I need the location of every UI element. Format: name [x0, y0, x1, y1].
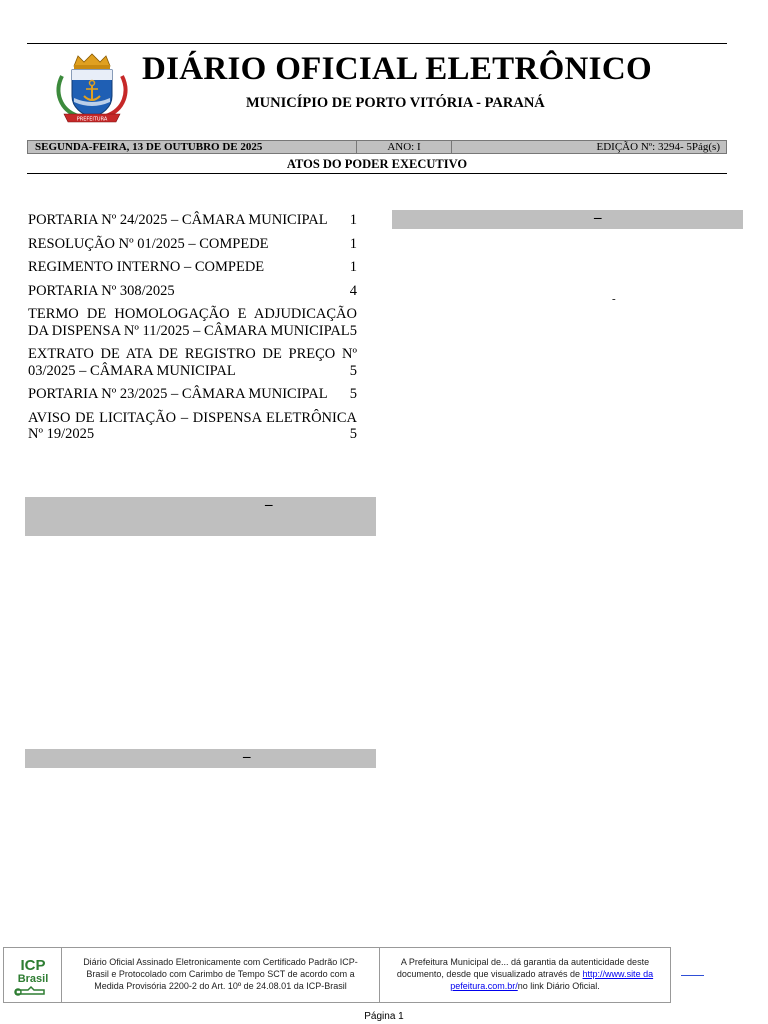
toc-item-title: PORTARIA Nº 23/2025 – CÂMARA MUNICIPAL — [28, 386, 328, 402]
heading-dash: – — [243, 749, 251, 765]
authenticity-text — [380, 948, 670, 1002]
page-title: DIÁRIO OFICIAL ELETRÔNICO — [142, 51, 652, 87]
certification-text: Diário Oficial Assinado Eletronicamente com Certificado Padrão ICP-Brasil e Protocolado com Carimbo de Tempo SCT de acordo com a Medida Provisória 2200-2 do Art. 10º de 24.08.01 da ICP-Brasil — [62, 948, 380, 1002]
toc-item-page: 1 — [349, 259, 357, 275]
toc-item[interactable] — [28, 259, 357, 276]
footer-link-underline[interactable] — [681, 967, 704, 976]
heading-dash: – — [265, 497, 273, 513]
toc-item[interactable] — [28, 346, 357, 379]
edition-info-bar — [27, 140, 727, 154]
toc-item-page: 5 — [349, 362, 357, 379]
prefeitura-site-link[interactable]: http://www.site da pefeitura.com.br/ — [450, 969, 654, 991]
edition-year: ANO: I — [356, 141, 452, 153]
toc-item-page: 4 — [349, 282, 357, 299]
toc-item-title: PORTARIA Nº 308/2025 — [28, 282, 175, 299]
toc-item-title: RESOLUÇÃO Nº 01/2025 – COMPEDE — [28, 235, 269, 252]
toc-item-title: PORTARIA Nº 24/2025 – CÂMARA MUNICIPAL — [28, 212, 328, 228]
heading-dash: – — [594, 210, 602, 226]
toc-item-page: 5 — [349, 322, 357, 339]
table-of-contents — [28, 212, 357, 450]
toc-item-title: TERMO DE HOMOLOGAÇÃO E ADJUDICAÇÃO DA DISPENSA Nº 11/2025 – CÂMARA MUNICIPAL — [28, 306, 357, 339]
toc-item-title: EXTRATO DE ATA DE REGISTRO DE PREÇO Nº 03/2025 – CÂMARA MUNICIPAL — [28, 346, 357, 379]
icp-brasil-logo-icon — [4, 948, 62, 1002]
toc-item-page: 1 — [349, 235, 357, 252]
toc-item[interactable] — [28, 212, 357, 229]
left-column-heading-bar-2 — [25, 749, 376, 768]
right-column-heading-bar — [392, 210, 743, 229]
toc-item[interactable] — [28, 283, 357, 300]
section-rule — [27, 173, 727, 174]
section-title: ATOS DO PODER EXECUTIVO — [286, 157, 468, 171]
icp-brasil-logo — [4, 948, 62, 1002]
left-column-heading-bar-1 — [25, 497, 376, 536]
municipal-crest-icon — [52, 52, 132, 124]
footer-certification-box — [3, 947, 671, 1003]
toc-item[interactable] — [28, 236, 357, 253]
authenticity-statement: A Prefeitura Municipal de... dá garantia da autenticidade deste documento, desde que visualizado através de — [396, 957, 650, 979]
toc-item[interactable] — [28, 306, 357, 339]
right-column-dash: - — [612, 293, 616, 305]
authenticity-suffix: no link Diário Oficial. — [517, 981, 600, 991]
toc-item[interactable] — [28, 410, 357, 443]
toc-item[interactable] — [28, 386, 357, 403]
icp-logo-top: ICP — [20, 957, 46, 974]
top-rule — [27, 43, 727, 44]
toc-item-page: 1 — [349, 212, 357, 228]
edition-number: EDIÇÃO Nº: 3294- 5Pág(s) — [596, 141, 720, 153]
page-number: Página 1 — [364, 1011, 404, 1022]
toc-item-page: 5 — [349, 426, 357, 442]
toc-item-title: AVISO DE LICITAÇÃO – DISPENSA ELETRÔNICA Nº 19/2025 — [28, 409, 357, 442]
toc-item-page: 5 — [349, 386, 357, 402]
crest-banner-text: PREFEITURA — [76, 116, 108, 123]
edition-date: SEGUNDA-FEIRA, 13 DE OUTUBRO DE 2025 — [35, 141, 263, 153]
icp-logo-bottom: Brasil — [17, 973, 49, 985]
toc-item-title: REGIMENTO INTERNO – COMPEDE — [28, 259, 265, 275]
page-subtitle: MUNICÍPIO DE PORTO VITÓRIA - PARANÁ — [246, 95, 545, 111]
